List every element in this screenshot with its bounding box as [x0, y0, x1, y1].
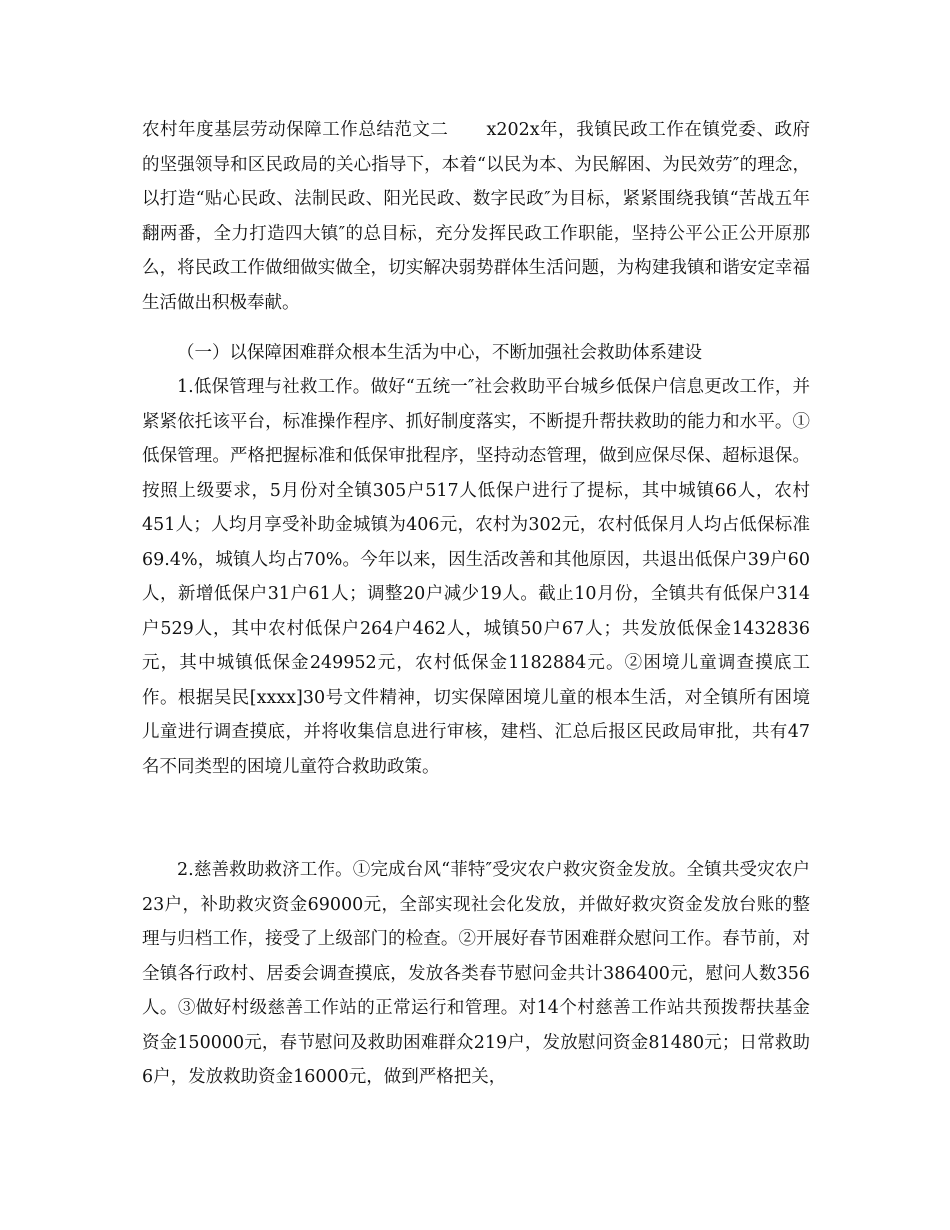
paragraph-low-income-management: 1.低保管理与社救工作。做好“五统一″社会救助平台城乡低保户信息更改工作，并紧紧依托该平台，标准操作程序、抓好制度落实，不断提升帮扶救助的能力和水平。①低保管理。严格把握标准和低保审批程序，坚持动态管理，做到应保尽保、超标退保。按照上级要求，5月份对全镇305户517人低保户进行了提标，其中城镇66人，农村451人；人均月享受补助金城镇为406元，农村为302元，农村低保月人均占低保标准69.4%，城镇人均占70%。今年以来，因生活改善和其他原因，共退出低保户39户60人，新增低保户31户61人；调整20户减少19人。截止10月份，全镇共有低保户314户529人，其中农村低保户264户462人，城镇50户67人；共发放低保金1432836元，其中城镇低保金249952元，农村低保金1182884元。②困境儿童调查摸底工作。根据吴民[xxxx]30号文件精神，切实保障困境儿童的根本生活，对全镇所有困境儿童进行调查摸底，并将收集信息进行审核，建档、汇总后报区民政局审批，共有47名不同类型的困境儿童符合救助政策。	[142, 377, 810, 777]
intro-text: x202x年，我镇民政工作在镇党委、政府的坚强领导和区民政局的关心指导下，本着“以民为本、为民解困、为民效劳″的理念，以打造“贴心民政、法制民政、阳光民政、数字民政″为目标，紧紧围绕我镇“苦战五年翻两番，全力打造四大镇″的总目标，充分发挥民政工作职能，坚持公平公正公开原那么，将民政工作做细做实做全，切实解决弱势群体生活问题，为构建我镇和谐安定幸福生活做出积极奉献。	[142, 120, 811, 313]
paragraph-charity-relief: 2.慈善救助救济工作。①完成台风“菲特″受灾农户救灾资金发放。全镇共受灾农户23户，补助救灾资金69000元，全部实现社会化发放，并做好救灾资金发放台账的整理与归档工作，接受了上级部门的检查。②开展好春节困难群众慰问工作。春节前，对全镇各行政村、居委会调查摸底，发放各类春节慰问金共计386400元，慰问人数356人。③做好村级慈善工作站的正常运行和管理。对14个村慈善工作站共预拨帮扶基金资金150000元，春节慰问及救助困难群众219户，发放慰问资金81480元；日常救助6户，发放救助资金16000元，做到严格把关，	[142, 860, 810, 1087]
section-heading: （一）以保障困难群众根本生活为中心，不断加强社会救助体系建设	[177, 343, 702, 363]
document-title: 农村年度基层劳动保障工作总结范文二	[142, 120, 449, 140]
document-body	[142, 113, 810, 320]
intro-paragraph	[142, 113, 810, 320]
